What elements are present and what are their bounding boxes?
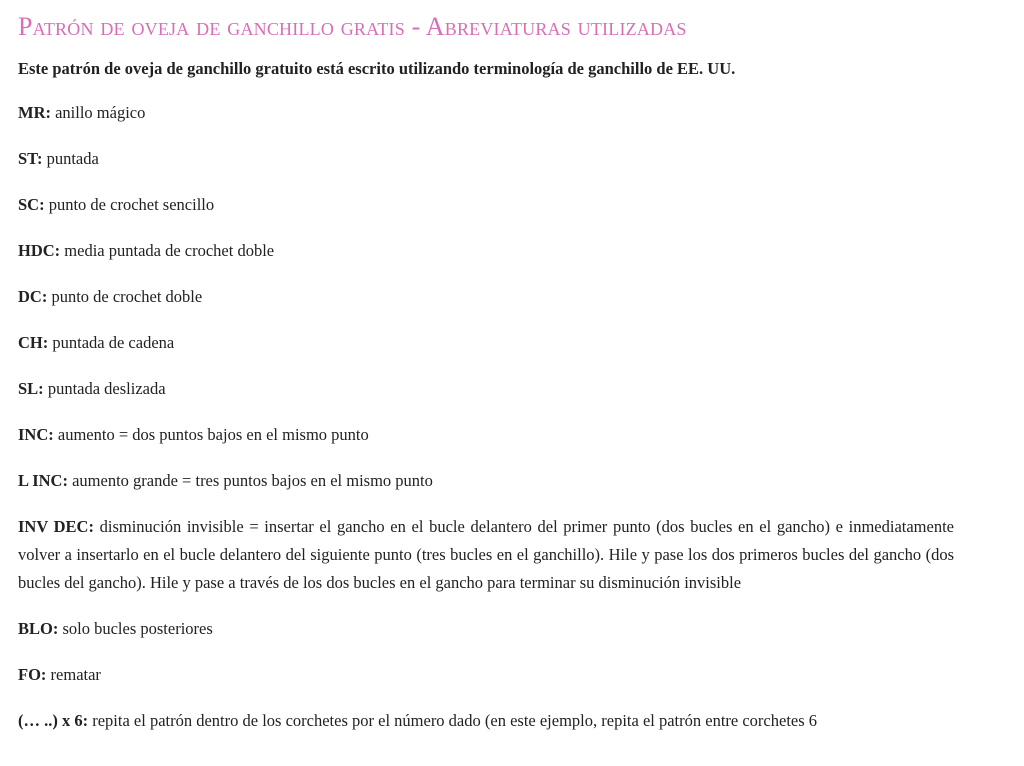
abbreviation-item: [18, 707, 954, 735]
abbreviation-definition: puntada de cadena: [48, 333, 175, 352]
abbreviation-item: [18, 661, 954, 689]
abbreviation-definition: punto de crochet sencillo: [44, 195, 215, 214]
abbreviation-term: HDC:: [18, 241, 61, 260]
abbreviation-term: DC:: [18, 287, 48, 306]
abbreviation-term: MR:: [18, 103, 51, 122]
abbreviation-item: [18, 145, 954, 173]
abbreviation-item: [18, 99, 954, 127]
abbreviation-item: [18, 191, 954, 219]
abbreviation-item: [18, 283, 954, 311]
abbreviation-term: INC:: [18, 425, 54, 444]
abbreviation-term: SC:: [18, 195, 45, 214]
abbreviation-definition: media puntada de crochet doble: [60, 241, 275, 260]
intro-text: Este patrón de oveja de ganchillo gratuito está escrito utilizando terminología de ganchillo de EE. UU.: [18, 59, 736, 78]
section-heading: Patrón de oveja de ganchillo gratis - Abreviaturas utilizadas: [18, 12, 687, 41]
abbreviation-definition: aumento = dos puntos bajos en el mismo punto: [53, 425, 369, 444]
abbreviation-definition: disminución invisible = insertar el gancho en el bucle delantero del primer punto (dos bucles en el gancho) e inmediatamente volver a insertarlo en el bucle delantero del siguiente punto (tres bucles en el ganchillo). Hile y pase los dos primeros bucles del gancho (dos bucles del gancho). Hile y pase a través de los dos bucles en el gancho para terminar su disminución invisible: [18, 517, 954, 592]
abbreviation-definition: puntada: [42, 149, 99, 168]
abbreviation-definition: anillo mágico: [50, 103, 146, 122]
abbreviation-term: L INC:: [18, 471, 68, 490]
abbreviation-term: (… ..) x 6:: [18, 711, 89, 730]
abbreviation-definition: puntada deslizada: [43, 379, 166, 398]
abbreviation-item: [18, 375, 954, 403]
abbreviation-item: [18, 467, 954, 495]
abbreviation-term: FO:: [18, 665, 47, 684]
abbreviation-item: [18, 329, 954, 357]
abbreviation-definition: aumento grande = tres puntos bajos en el mismo punto: [67, 471, 433, 490]
abbreviation-item: [18, 615, 954, 643]
abbreviation-definition: solo bucles posteriores: [58, 619, 213, 638]
abbreviation-list: [18, 99, 954, 735]
abbreviation-item: [18, 421, 954, 449]
abbreviation-term: ST:: [18, 149, 43, 168]
abbreviation-item: [18, 237, 954, 265]
abbreviation-term: SL:: [18, 379, 44, 398]
abbreviation-definition: punto de crochet doble: [47, 287, 203, 306]
abbreviation-item: [18, 513, 954, 597]
abbreviation-term: INV DEC:: [18, 517, 94, 536]
abbreviation-definition: repita el patrón dentro de los corchetes por el número dado (en este ejemplo, repita el patrón entre corchetes 6: [88, 711, 818, 730]
abbreviation-term: CH:: [18, 333, 49, 352]
abbreviation-definition: rematar: [46, 665, 101, 684]
abbreviation-term: BLO:: [18, 619, 59, 638]
